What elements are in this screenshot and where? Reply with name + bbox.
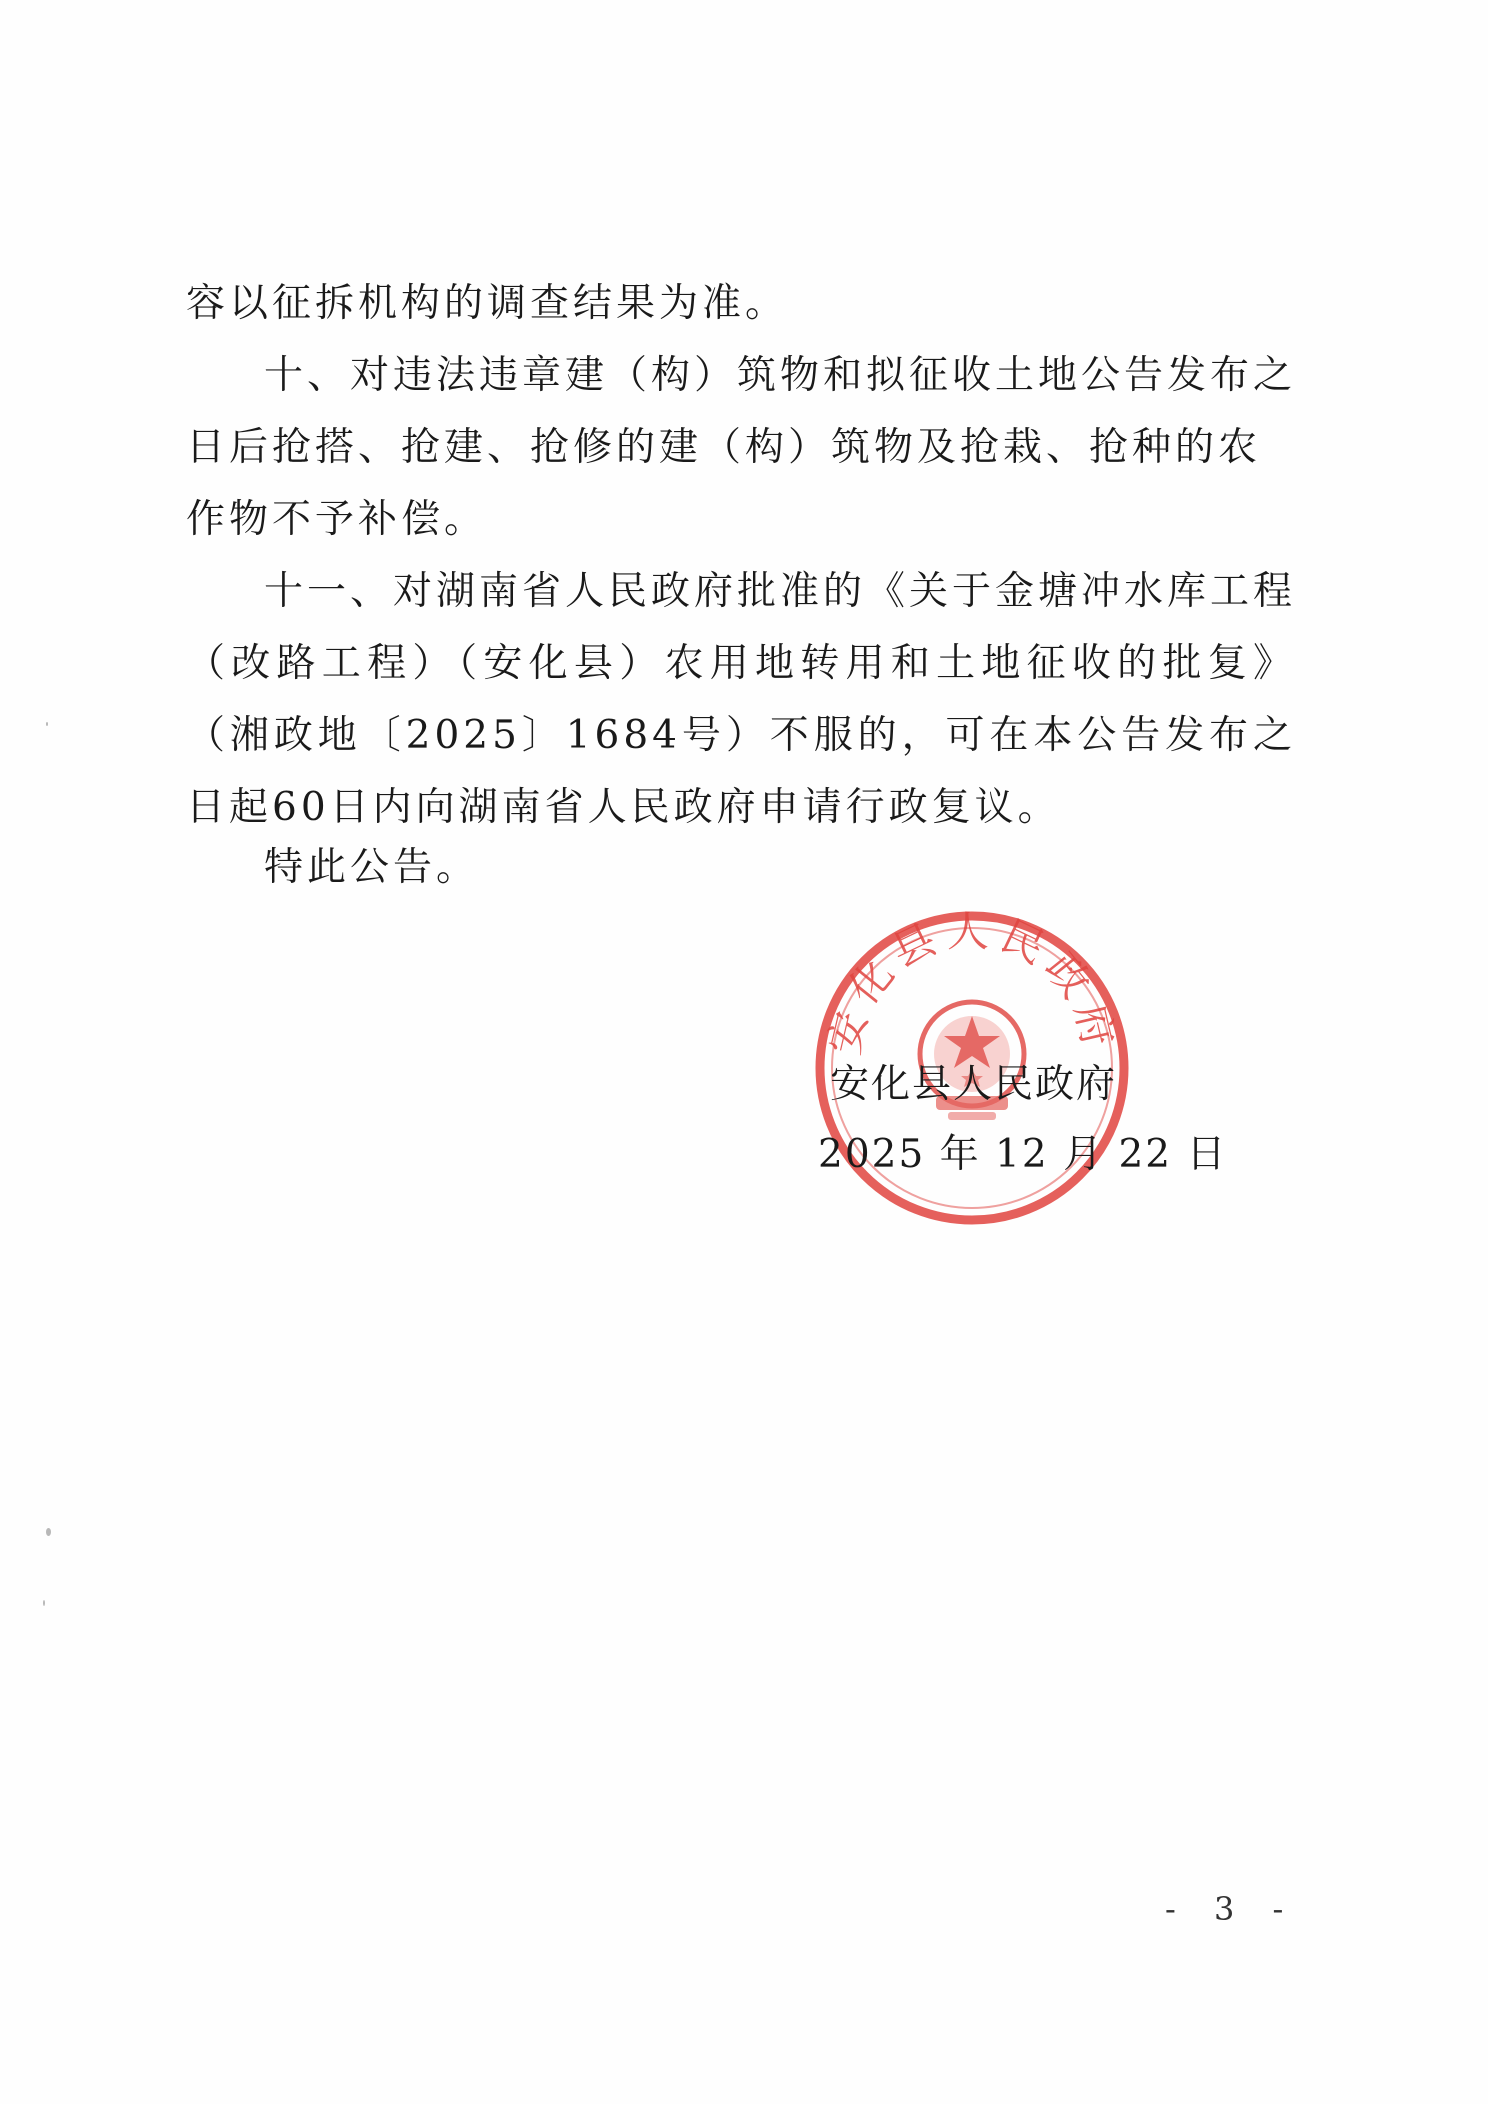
paragraph-eleven: 十一、对湖南省人民政府批准的《关于金塘冲水库工程（改路工程）（安化县）农用地转用和土地征收的批复》（湘政地〔2025〕1684号）不服的，可在本公告发布之日起60日内向湖南省人民政府申请行政复议。 xyxy=(186,569,1297,830)
paragraph-ten: 十、对违法违章建（构）筑物和拟征收土地公告发布之日后抢搭、抢建、抢修的建（构）筑物及抢栽、抢种的农作物不予补偿。 xyxy=(186,353,1297,542)
signature-block xyxy=(818,1050,1228,1190)
closing-remark: 特此公告。 xyxy=(264,845,480,890)
page-number: - 3 - xyxy=(1165,1890,1298,1928)
issue-date: 2025 年 12 月 22 日 xyxy=(818,1132,1228,1177)
scan-speck xyxy=(43,1600,45,1606)
announcement-body xyxy=(186,268,1296,844)
seal-text: 安化县人民政府 xyxy=(819,906,1125,1059)
issuer-name: 安化县人民政府 xyxy=(830,1062,1118,1107)
scan-speck xyxy=(46,1528,51,1536)
paragraph-continuation: 容以征拆机构的调查结果为准。 xyxy=(186,281,789,326)
scan-speck xyxy=(46,722,48,726)
